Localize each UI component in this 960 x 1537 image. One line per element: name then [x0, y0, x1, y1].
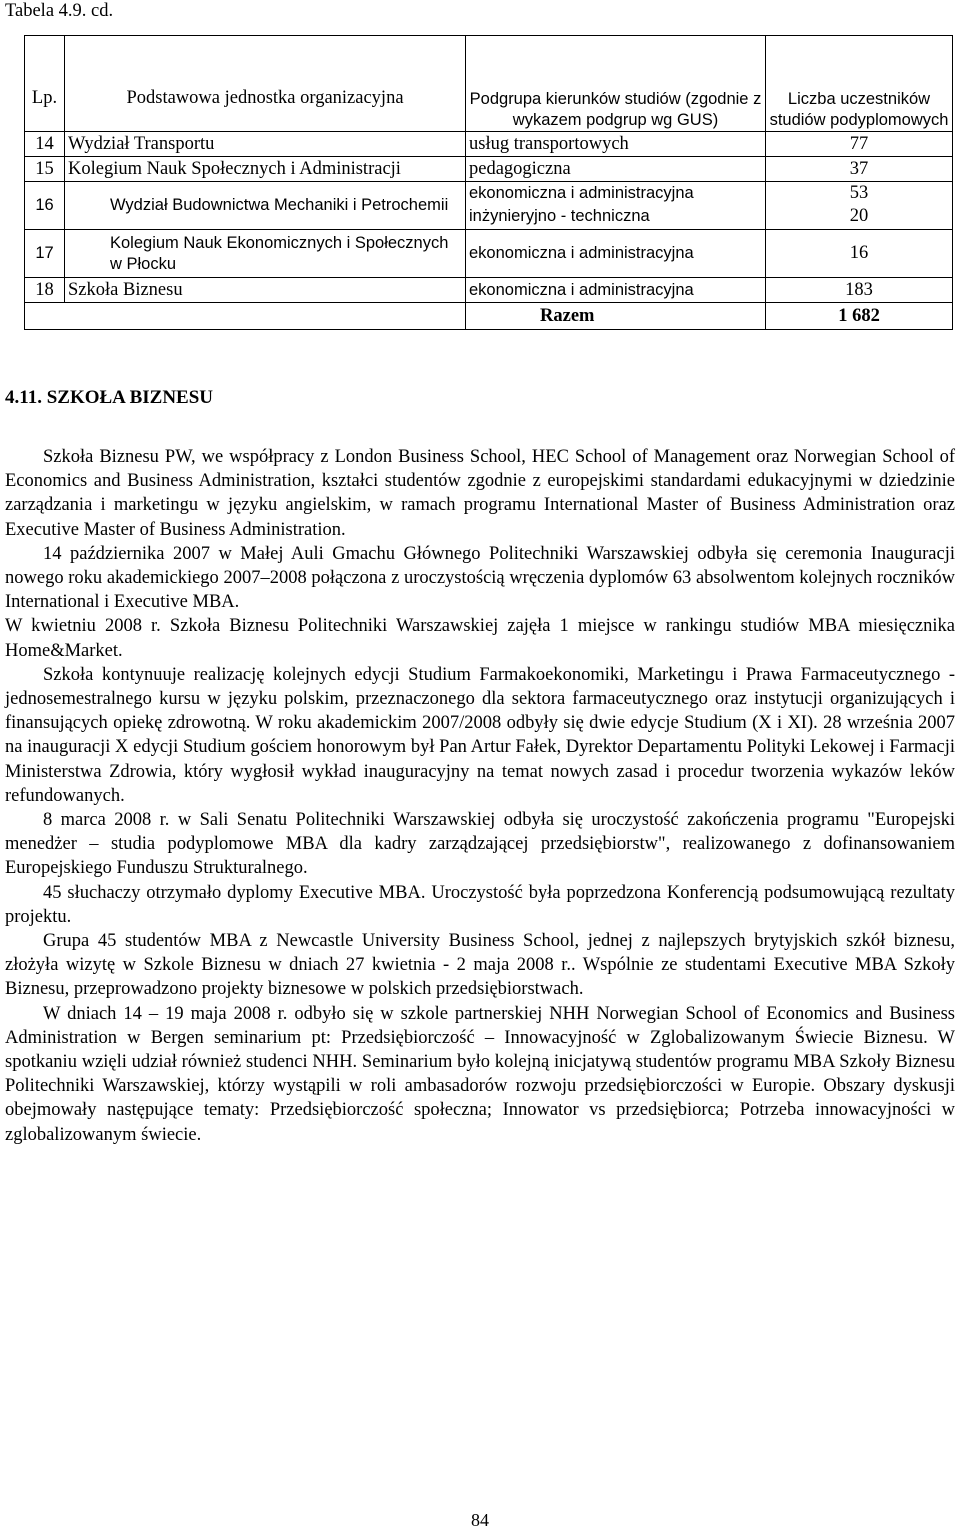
paragraph: Szkoła kontynuuje realizację kolejnych edycji Studium Farmakoekonomiki, Marketingu i Prawa Farmaceutycznego - jednosemestralnego kursu w języku polskim, przeznaczonego dla sektora farmaceutycznego oraz instytucji organizujących i finansujących opiekę zdrowotną. W roku akademickim 2007/2008 odbyły się dwie edycje Studium (X i XI). 28 września 2007 na inauguracji X edycji Studium gościem honorowym był Pan Artur Fałek, Dyrektor Departamentu Polityki Lekowej i Farmacji Ministerstwa Zdrowia, który wygłosił wykład inauguracyjny na temat nowych zasad i procedur tworzenia wykazów leków refundowanych. [5, 664, 955, 806]
row-group: pedagogiczna [466, 157, 766, 182]
table-row [25, 230, 953, 278]
row-count: 53 [766, 182, 953, 205]
row-group: ekonomiczna i administracyjna [466, 182, 766, 205]
row-lp: 14 [25, 132, 65, 157]
header-lp: Lp. [25, 36, 65, 132]
row-unit: Szkoła Biznesu [65, 278, 466, 303]
row-lp: 17 [25, 230, 65, 278]
table-row [25, 157, 953, 182]
table-row [25, 278, 953, 303]
paragraph: 8 marca 2008 r. w Sali Senatu Politechniki Warszawskiej odbyła się uroczystość zakończenia programu "Europejski menedżer – studia podyplomowe MBA dla kadry zarządzającej przedsiębiorstw", realizowanego z dofinansowaniem Europejskiego Funduszu Strukturalnego. [5, 810, 955, 879]
row-lp: 16 [25, 182, 65, 230]
row-group: ekonomiczna i administracyjna [466, 230, 766, 278]
paragraph: Szkoła Biznesu PW, we współpracy z London Business School, HEC School of Management oraz Norwegian School of Economics and Business Administration, kształci studentów zgodnie z europejskimi standardami edukacyjnymi w dziedzinie zarządzania i marketingu w języku angielskim, w ramach programu International Master of Business Administration oraz Executive Master of Business Administration. [5, 447, 955, 540]
row-lp: 18 [25, 278, 65, 303]
table-caption: Tabela 4.9. cd. [5, 1, 114, 21]
section-heading: 4.11. SZKOŁA BIZNESU [5, 387, 214, 408]
header-unit: Podstawowa jednostka organizacyjna [65, 36, 466, 132]
paragraph: Grupa 45 studentów MBA z Newcastle University Business School, jednej z najlepszych brytyjskich szkół biznesu, złożyła wizytę w Szkole Biznesu w dniach 27 kwietnia - 2 maja 2008 r.. Wspólnie ze studentami Executive MBA Szkoły Biznesu, przeprowadzono projekty biznesowe w polskich przedsiębiorstwach. [5, 931, 955, 1000]
table-header-row [25, 36, 953, 132]
total-label: Razem [466, 303, 766, 330]
row-unit: Wydział Transportu [65, 132, 466, 157]
row-count: 16 [766, 230, 953, 278]
row-unit: Kolegium Nauk Społecznych i Administracji [65, 157, 466, 182]
body-text [5, 445, 955, 1147]
row-group: ekonomiczna i administracyjna [466, 278, 766, 303]
total-empty-cell [65, 303, 466, 330]
paragraph: 45 słuchaczy otrzymało dyplomy Executive MBA. Uroczystość była poprzedzona Konferencją podsumowującą rezultaty projektu. [5, 882, 955, 927]
table-total-row [25, 303, 953, 330]
page-number: 84 [471, 1510, 489, 1530]
table-row [25, 182, 953, 205]
header-group: Podgrupa kierunków studiów (zgodnie z wykazem podgrup wg GUS) [466, 36, 766, 132]
total-count: 1 682 [766, 303, 953, 330]
paragraph: W dniach 14 – 19 maja 2008 r. odbyło się w szkole partnerskiej NHH Norwegian School of Economics and Business Administration w Bergen seminarium pt: Przedsiębiorczość – Innowacyjność w Zglobalizowanym Świecie Biznesu. W spotkaniu wzięli udział również studenci NHH. Seminarium było kolejną inicjatywą studentów programu MBA Szkoły Biznesu Politechniki Warszawskiej, którzy wystąpili w roli ambasadorów rozwoju przedsiębiorczości w Europie. Obszary dyskusji obejmowały następujące tematy: Przedsiębiorczość społeczna; Innowator vs przedsiębiorca; Potrzeba innowacyjności w zglobalizowanym świecie. [5, 1003, 955, 1145]
row-count: 37 [766, 157, 953, 182]
row-unit: Kolegium Nauk Ekonomicznych i Społecznych w Płocku [65, 230, 466, 278]
row-unit: Wydział Budownictwa Mechaniki i Petrochemii [65, 182, 466, 230]
paragraph: W kwietniu 2008 r. Szkoła Biznesu Politechniki Warszawskiej zajęła 1 miejsce w rankingu studiów MBA miesięcznika Home&Market. [5, 616, 955, 661]
table-row [25, 132, 953, 157]
row-group: inżynieryjno - techniczna [466, 205, 766, 230]
total-empty-cell [25, 303, 65, 330]
row-group: usług transportowych [466, 132, 766, 157]
row-count: 183 [766, 278, 953, 303]
row-count: 20 [766, 205, 953, 230]
participants-table [24, 35, 953, 330]
header-count: Liczba uczestników studiów podyplomowych [766, 36, 953, 132]
row-count: 77 [766, 132, 953, 157]
paragraph: 14 października 2007 w Małej Auli Gmachu Głównego Politechniki Warszawskiej odbyła się ceremonia Inauguracji nowego roku akademickiego 2007–2008 połączona z uroczystością wręczenia dyplomów 63 absolwentom kolejnych roczników International i Executive MBA. [5, 543, 955, 613]
row-lp: 15 [25, 157, 65, 182]
